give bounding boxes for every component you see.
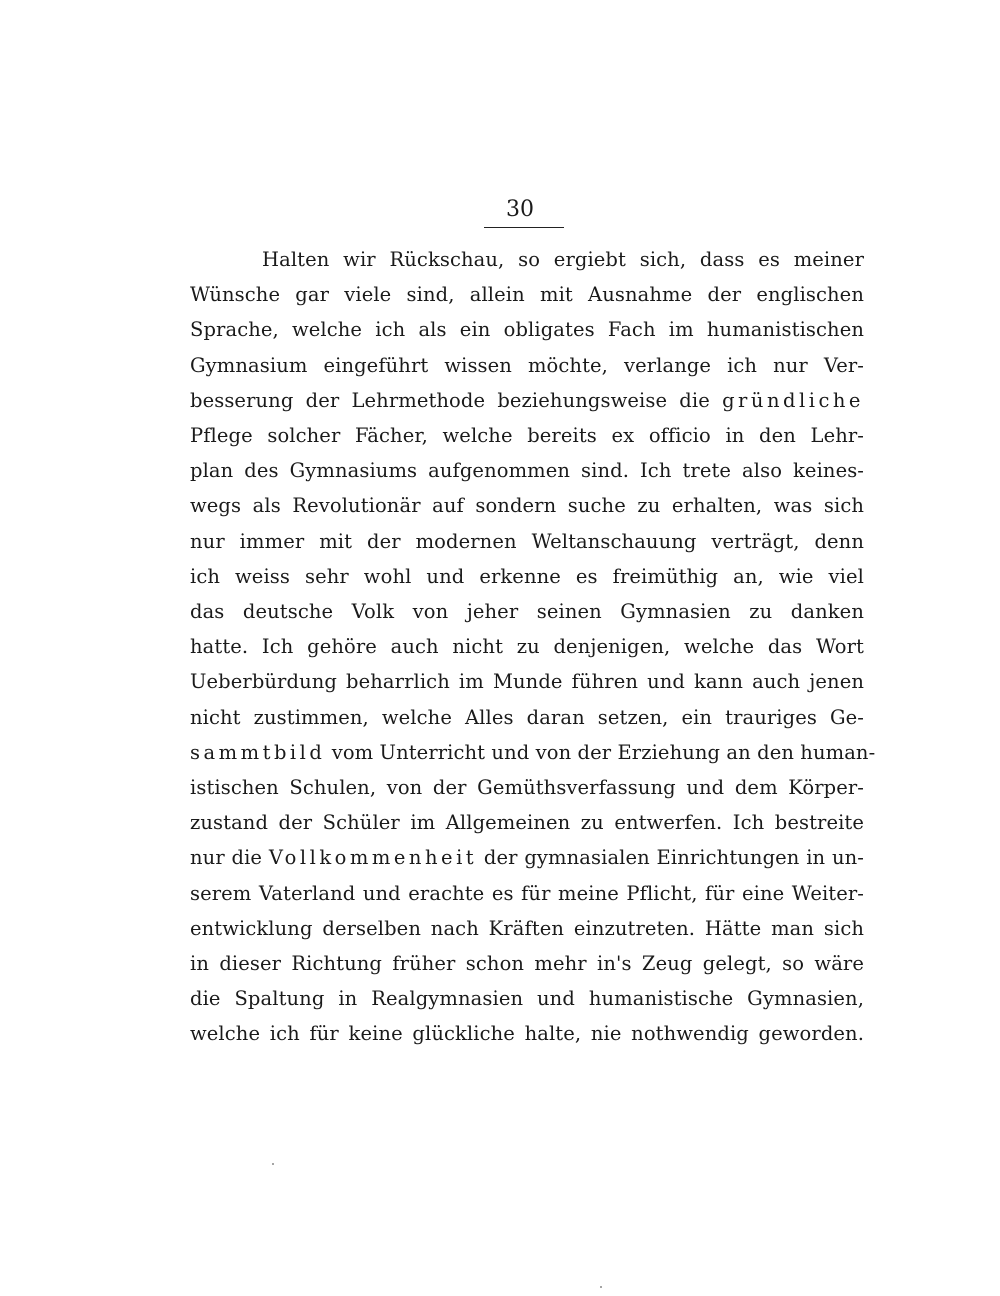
text-line: plan des Gymnasiums aufgenommen sind. Ich trete also keines- — [190, 459, 864, 483]
text-line: serem Vaterland und erachte es für meine Pflicht, für eine Weiter- — [190, 881, 864, 905]
text-line: Halten wir Rückschau, so ergiebt sich, dass es meiner — [262, 248, 864, 271]
text-line: die Spaltung in Realgymnasien und humanistische Gymnasien, — [190, 987, 864, 1011]
text-segment: vom Unterricht und von der Erziehung an den human- — [331, 740, 876, 764]
text-line: Wünsche gar viele sind, allein mit Ausnahme der englischen — [190, 283, 864, 307]
paper-speck — [600, 1286, 602, 1288]
text-segment: besserung der Lehrmethode beziehungsweise die — [190, 388, 710, 412]
text-line: hatte. Ich gehöre auch nicht zu denjenigen, welche das Wort — [190, 635, 864, 659]
text-line: welche ich für keine glückliche halte, nie nothwendig geworden. — [190, 1022, 864, 1046]
text-line: das deutsche Volk von jeher seinen Gymnasien zu danken — [190, 600, 864, 624]
text-line: ich weiss sehr wohl und erkenne es freimüthig an, wie viel — [190, 564, 864, 588]
text-line: entwicklung derselben nach Kräften einzutreten. Hätte man sich — [190, 916, 864, 940]
text-line — [190, 383, 864, 418]
text-segment: nur die — [190, 846, 263, 870]
text-line: Ueberbürdung beharrlich im Munde führen und kann auch jenen — [190, 670, 864, 694]
text-line — [190, 735, 876, 770]
text-line: Sprache, welche ich als ein obligates Fach im humanistischen — [190, 318, 864, 342]
text-line — [190, 840, 864, 875]
spaced-emphasis: gründliche — [722, 388, 864, 412]
text-segment: der gymnasialen Einrichtungen in un- — [483, 846, 864, 870]
text-line: istischen Schulen, von der Gemüthsverfassung und dem Körper- — [190, 776, 864, 800]
page-number-rule — [484, 227, 564, 228]
text-line: zustand der Schüler im Allgemeinen zu entwerfen. Ich bestreite — [190, 811, 864, 835]
body-paragraph — [190, 242, 876, 1052]
text-line: Gymnasium eingeführt wissen möchte, verlange ich nur Ver- — [190, 353, 864, 377]
text-line: Pflege solcher Fächer, welche bereits ex officio in den Lehr- — [190, 424, 864, 448]
text-line: in dieser Richtung früher schon mehr in's Zeug gelegt, so wäre — [190, 952, 864, 976]
text-line: nur immer mit der modernen Weltanschauung verträgt, denn — [190, 529, 864, 553]
text-line: nicht zustimmen, welche Alles daran setzen, ein trauriges Ge- — [190, 705, 864, 729]
spaced-emphasis: sammtbild — [190, 740, 326, 764]
page-number: 30 — [506, 197, 534, 222]
text-line: wegs als Revolutionär auf sondern suche zu erhalten, was sich — [190, 494, 864, 518]
spaced-emphasis: Vollkommenheit — [268, 846, 478, 870]
paper-speck — [272, 1163, 274, 1165]
